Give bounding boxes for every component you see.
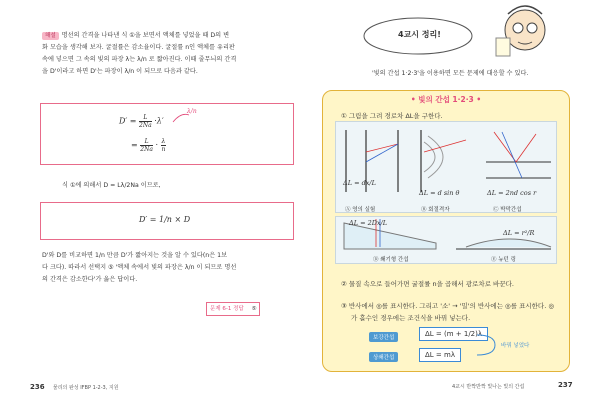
swap-note: 바꿔 넣었다 bbox=[501, 343, 530, 349]
eq1-lhs: D′ = bbox=[119, 116, 137, 126]
eq2-den: 2Na bbox=[140, 146, 153, 153]
equation-row-2 bbox=[131, 138, 166, 153]
eq2-mid: · bbox=[155, 140, 158, 150]
eq2-num2: λ bbox=[161, 138, 166, 145]
eq-young: ΔL = dx/L bbox=[343, 179, 376, 187]
eq2-fraction-b bbox=[161, 138, 167, 153]
step-3-line1: ③ 반사에서 ◎를 표시한다. 그리고 '소' → '밀'의 반사에는 ◎를 표시한다. ◎ bbox=[341, 302, 554, 310]
diagram-row-1 bbox=[335, 121, 557, 213]
panel-title: • 빛의 간섭 1·2·3 • bbox=[410, 95, 482, 104]
destructive-formula: ΔL = mλ bbox=[419, 348, 461, 362]
constructive-formula: ΔL = (m + 1/2)λ bbox=[419, 327, 488, 341]
left-footer bbox=[30, 383, 119, 391]
answer-value: ⑤ bbox=[251, 306, 257, 312]
right-footer-text: 4교시 반짝반짝 빛나는 빛의 간섭 bbox=[452, 384, 525, 390]
answer-label: 문제 6-1 정답 bbox=[210, 306, 244, 312]
eq-film: ΔL = 2nd cos r bbox=[487, 189, 537, 197]
constructive-label: 보강간섭 bbox=[369, 332, 398, 342]
eq2-eq: = bbox=[131, 140, 138, 150]
interference-diagrams-1 bbox=[336, 122, 556, 212]
label-wedge: Ⓓ 쐐기형 간섭 bbox=[373, 257, 409, 263]
step-1: ① 그림을 그려 경로차 ΔL을 구한다. bbox=[341, 112, 443, 120]
equation-box-2 bbox=[40, 202, 294, 240]
eq-wedge: ΔL = 2Dx/L bbox=[349, 219, 388, 227]
eq2-den2: n bbox=[161, 146, 166, 153]
equation-row-3: D′ = 1/n × D bbox=[139, 215, 191, 224]
label-film: Ⓒ 박막간섭 bbox=[493, 207, 522, 213]
step-2: ② 물질 속으로 들어가면 굴절률 n을 곱해서 광로차로 바꾼다. bbox=[341, 280, 514, 288]
left-paragraph-1 bbox=[42, 30, 292, 78]
left-line-2: 식 ①에 의해서 D = Lλ/2Na 이므로, bbox=[62, 182, 161, 189]
summary-panel bbox=[322, 90, 570, 372]
left-paragraph-2 bbox=[42, 250, 292, 286]
eq1-den: 2Na bbox=[139, 122, 152, 129]
destructive-label: 상쇄간섭 bbox=[369, 352, 398, 362]
step-3-line2: 가 홀수인 경우에는 조건식을 바꿔 넣는다. bbox=[351, 314, 471, 322]
eq1-fraction bbox=[139, 114, 152, 129]
intro-text: '빛의 간섭 1·2·3'을 이용하면 모든 문제에 대응할 수 있다. bbox=[372, 70, 529, 77]
left-para1-line1: 명선의 간격을 나타낸 식 ①을 보면서 액체를 넣었을 때 D의 변 bbox=[61, 32, 230, 39]
explanation-tag: 해설 bbox=[42, 32, 59, 40]
left-para1-line3: 속에 넣으면 그 속의 빛의 파장 λ는 λ/n 로 짧아진다. 이때 줄무늬의 간격 bbox=[42, 56, 237, 63]
scientist-character-icon bbox=[490, 2, 560, 64]
eq-grating: ΔL = d sin θ bbox=[419, 189, 460, 197]
eq1-tail: ·λ′ bbox=[154, 116, 164, 126]
label-grating: Ⓑ 회절격자 bbox=[421, 207, 450, 213]
left-footer-text: 물리의 완성 IFBP 1-2-3, 지원 bbox=[52, 385, 119, 391]
left-para1-line4: 을 D'이라고 하면 D'는 파장이 λ/n 이 되므로 다음과 같다. bbox=[42, 68, 198, 75]
eq2-num: L bbox=[140, 138, 153, 146]
equation-box-1 bbox=[40, 103, 294, 165]
eq1-num: L bbox=[139, 114, 152, 122]
eq-newton: ΔL = r²/R bbox=[503, 229, 535, 237]
equation-row-1 bbox=[119, 114, 164, 129]
left-para1-line2: 화 모습을 생각해 보자. 굴절률은 감소율이다. 굴절률 n인 액체를 유리판 bbox=[42, 44, 235, 51]
label-young: Ⓐ 영의 실험 bbox=[345, 207, 376, 213]
right-page-number: 237 bbox=[558, 381, 573, 389]
eq2-fraction-a bbox=[140, 138, 153, 153]
eq1-arrow bbox=[171, 112, 191, 126]
left-page-number: 236 bbox=[30, 383, 45, 391]
left-para2-line3: 의 간격은 감소한다'가 옳은 답이다. bbox=[42, 276, 138, 283]
label-newton: Ⓔ 뉴턴 링 bbox=[491, 257, 516, 263]
answer-box bbox=[206, 302, 260, 316]
swap-arrow-icon bbox=[475, 331, 501, 359]
bubble-text: 4교시 정리! bbox=[398, 30, 441, 39]
eq1-note: λ/n bbox=[187, 108, 197, 115]
left-para2-line1: D'와 D를 비교하면 1/n 만큼 D'가 짧아지는 것을 알 수 있다(n은 1보 bbox=[42, 252, 228, 259]
left-para2-line2: 다 크다). 따라서 선택지 ⑤ '액체 속에서 빛의 파장은 λ/n 이 되므로 명선 bbox=[42, 264, 237, 271]
